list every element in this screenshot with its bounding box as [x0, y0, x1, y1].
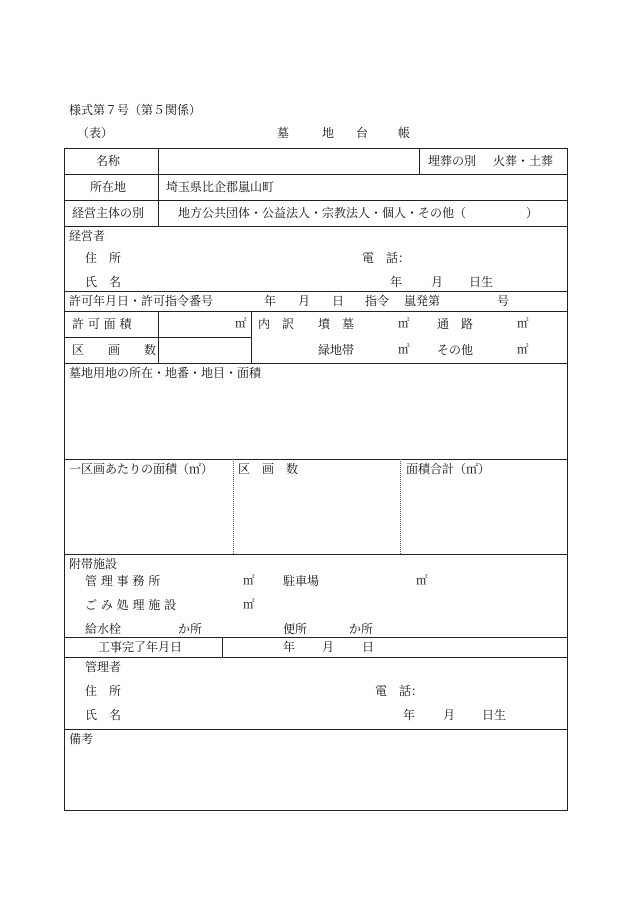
operator-birth-month: 月	[431, 275, 444, 289]
burial-type-label: 埋葬の別	[428, 154, 477, 168]
area-divider-2	[251, 311, 252, 363]
per-section-divider-2	[400, 459, 401, 554]
manager-birth-month: 月	[443, 708, 456, 722]
operator-phone-label: 電 話：	[362, 251, 411, 265]
remarks-label: 備考	[69, 732, 94, 746]
garbage-unit: ㎡	[243, 597, 255, 611]
path-unit: ㎡	[517, 316, 529, 330]
permit-month: 月	[298, 294, 311, 308]
parking-unit: ㎡	[416, 573, 428, 587]
toilet-places: か所	[349, 622, 374, 636]
completion-day: 日	[362, 640, 375, 654]
section-count-label: 区 画 数	[72, 343, 157, 357]
parking-label: 駐車場	[283, 574, 320, 588]
form-title-char-2: 地	[322, 126, 335, 140]
form-side: （表）	[77, 126, 114, 140]
manager-heading: 管理者	[85, 660, 122, 674]
completion-month: 月	[322, 640, 335, 654]
path-label: 通 路	[437, 317, 474, 331]
manager-address-label: 住 所	[85, 684, 122, 698]
row-divider	[64, 311, 568, 312]
other-label: その他	[437, 343, 474, 357]
permit-number-suffix: 号	[497, 294, 510, 308]
name-label: 名称	[96, 154, 121, 168]
completion-divider	[222, 637, 223, 657]
hydrant-label: 給水栓	[85, 622, 122, 636]
row-divider	[64, 657, 568, 658]
hydrant-places: か所	[178, 622, 203, 636]
permit-area-label: 許 可 面 積	[72, 317, 132, 331]
permit-prefix: 嵐発第	[404, 294, 441, 308]
form-title-char-3: 台	[356, 126, 369, 140]
green-label: 緑地帯	[318, 343, 355, 357]
operator-heading: 経営者	[69, 229, 106, 243]
manager-phone-label: 電 話：	[375, 684, 424, 698]
operator-name-label: 氏 名	[85, 275, 122, 289]
row-divider	[64, 200, 568, 201]
name-field[interactable]	[159, 149, 418, 173]
per-section-divider-1	[233, 459, 234, 554]
row-divider	[64, 291, 568, 292]
green-unit: ㎡	[398, 342, 410, 356]
area-row-divider	[64, 337, 251, 338]
burial-type-value: 火葬・土葬	[493, 154, 554, 168]
breakdown-label: 内 訳	[258, 317, 295, 331]
completion-year: 年	[283, 640, 296, 654]
land-label: 墓地用地の所在・地番・地目・面積	[69, 366, 262, 380]
row-divider	[64, 226, 568, 227]
per-section-count-label: 区 画 数	[238, 462, 299, 476]
form-number: 様式第７号（第５関係）	[69, 103, 202, 117]
row-divider	[64, 637, 568, 638]
permit-year: 年	[264, 294, 277, 308]
manager-birth-day: 日生	[482, 708, 507, 722]
row-divider	[64, 363, 568, 364]
row-divider	[64, 459, 568, 460]
garbage-label: ご み 処 理 施 設	[85, 598, 177, 612]
location-value: 埼玉県比企郡嵐山町	[166, 180, 275, 194]
per-section-area-label: 一区画あたりの面積（㎡）	[69, 462, 214, 476]
operator-type-value: 地方公共団体・公益法人・宗教法人・個人・その他（ ）	[178, 206, 539, 220]
grave-unit: ㎡	[398, 316, 410, 330]
operator-birth-day: 日生	[469, 275, 494, 289]
operator-address-label: 住 所	[85, 251, 122, 265]
permit-directive: 指令	[365, 294, 390, 308]
form-title-char-1: 墓	[277, 126, 290, 140]
office-label: 管 理 事 務 所	[85, 574, 161, 588]
form-title-char-4: 帳	[398, 126, 411, 140]
manager-birth-year: 年	[403, 708, 416, 722]
grave-label: 墳 墓	[318, 317, 355, 331]
permit-day: 日	[332, 294, 345, 308]
row-divider	[64, 174, 568, 175]
total-area-label: 面積合計（㎡）	[406, 462, 491, 476]
office-unit: ㎡	[243, 573, 255, 587]
operator-birth-year: 年	[390, 275, 403, 289]
operator-type-label: 経営主体の別	[72, 206, 145, 220]
permit-label: 許可年月日・許可指令番号	[69, 294, 214, 308]
row-divider	[64, 554, 568, 555]
location-label: 所在地	[90, 180, 127, 194]
row-divider	[64, 729, 568, 730]
toilet-label: 便所	[283, 622, 308, 636]
facilities-heading: 附帯施設	[69, 557, 118, 571]
completion-label: 工事完了年月日	[98, 640, 183, 654]
burial-divider	[419, 148, 420, 174]
manager-name-label: 氏 名	[85, 708, 122, 722]
permit-area-unit: ㎡	[235, 316, 247, 330]
other-unit: ㎡	[517, 342, 529, 356]
